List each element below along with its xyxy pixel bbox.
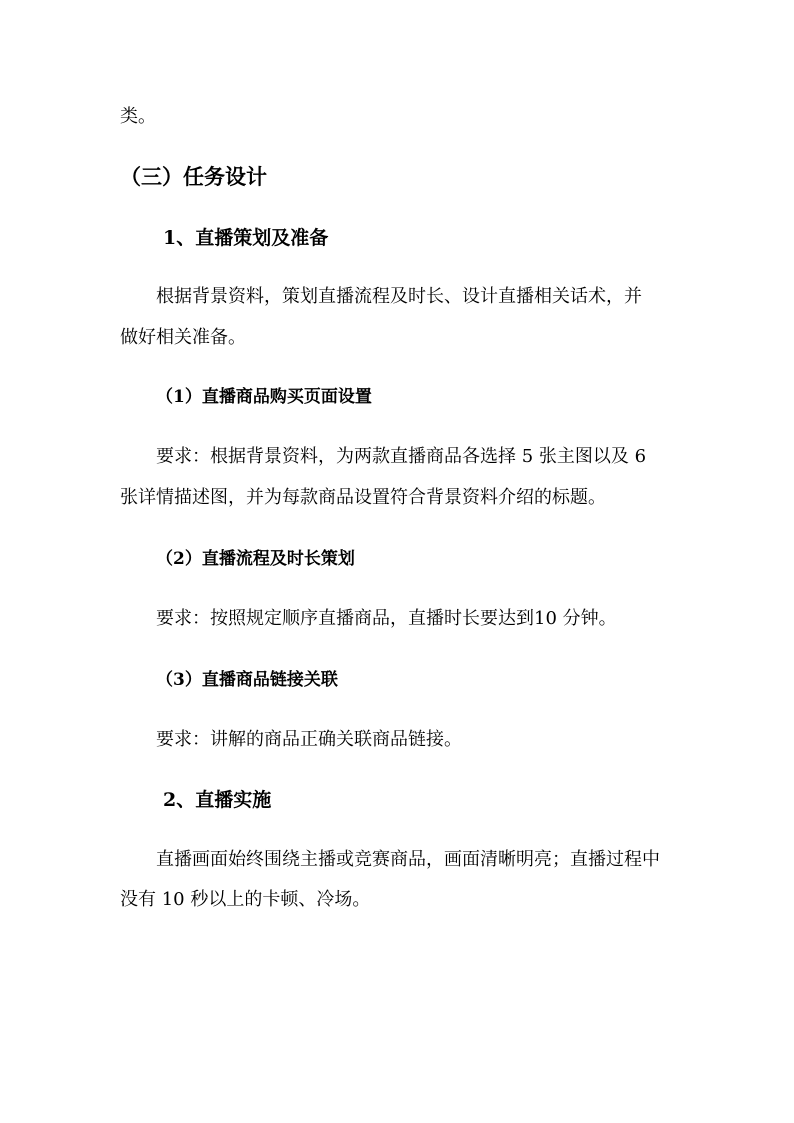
item-heading-purchase-page: （1）直播商品购买页面设置 (156, 387, 372, 407)
paragraph-line: 要求：根据背景资料，为两款直播商品各选择 5 张主图以及 6 (156, 446, 647, 467)
paragraph-line: 要求：按照规定顺序直播商品，直播时长要达到10 分钟。 (156, 608, 617, 629)
section-heading-task-design: （三）任务设计 (120, 164, 267, 189)
paragraph-line: 根据背景资料，策划直播流程及时长、设计直播相关话术，并 (156, 286, 642, 307)
paragraph-line: 要求：讲解的商品正确关联商品链接。 (156, 729, 462, 750)
item-heading-flow-duration: （2）直播流程及时长策划 (156, 549, 355, 569)
paragraph-line: 做好相关准备。 (120, 327, 246, 348)
paragraph-line: 没有 10 秒以上的卡顿、冷场。 (120, 889, 371, 910)
paragraph-continuation: 类。 (120, 106, 156, 127)
item-heading-link-association: （3）直播商品链接关联 (156, 670, 338, 690)
subheading-live-planning: 1、直播策划及准备 (163, 227, 329, 249)
paragraph-line: 直播画面始终围绕主播或竞赛商品，画面清晰明亮；直播过程中 (156, 849, 660, 870)
paragraph-line: 张详情描述图，并为每款商品设置符合背景资料介绍的标题。 (120, 487, 606, 508)
subheading-live-implementation: 2、直播实施 (163, 789, 272, 811)
